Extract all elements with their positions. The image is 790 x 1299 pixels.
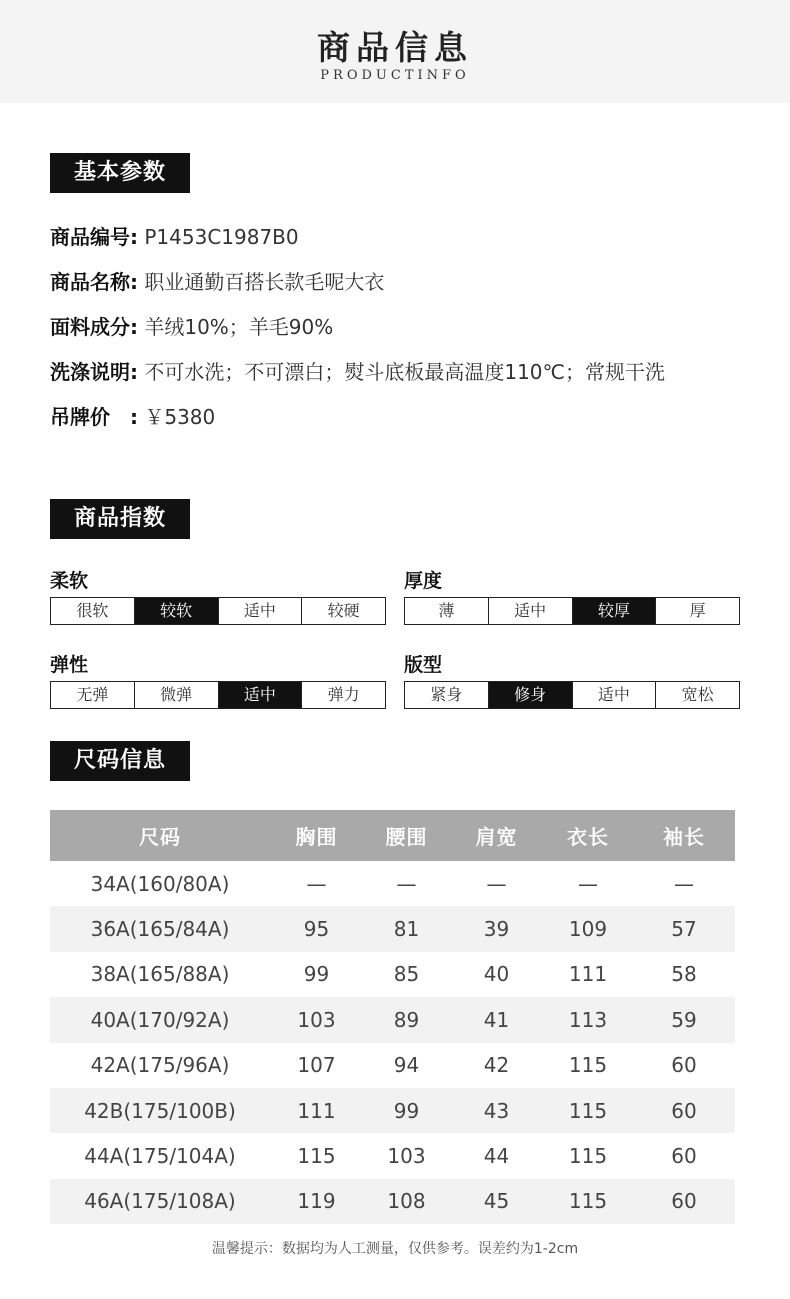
size-cell: 38A(165/88A) — [90, 962, 230, 987]
measure-cell: 89 — [363, 997, 450, 1042]
size-note: 温馨提示：数据均为人工测量，仅供参考。误差约为1-2cm — [211, 1241, 579, 1257]
measure-cell: 45 — [450, 1179, 543, 1224]
section-label-basic: 基本参数 — [50, 153, 190, 193]
table-row — [50, 1088, 735, 1133]
page-header — [0, 0, 790, 103]
info-key: 商品名称: — [50, 270, 138, 294]
measure-cell: 113 — [543, 997, 633, 1042]
measure-cell: 58 — [671, 962, 697, 987]
measure-cell: 111 — [270, 1088, 363, 1133]
index-option-selected: 修身 — [489, 682, 573, 708]
measure-cell: 111 — [568, 962, 608, 987]
index-bar-fit — [404, 681, 740, 709]
table-row — [50, 906, 735, 951]
measure-cell: 115 — [568, 1144, 608, 1169]
info-row-fabric — [50, 311, 333, 340]
measure-cell: 39 — [450, 906, 543, 951]
measure-cell: 107 — [297, 1053, 336, 1078]
index-option: 适中 — [219, 598, 303, 624]
measure-cell: 81 — [363, 906, 450, 951]
index-title-thickness: 厚度 — [404, 570, 443, 592]
table-row — [50, 1179, 735, 1224]
table-row — [50, 861, 735, 906]
info-row-name — [50, 266, 384, 295]
measure-cell: 95 — [270, 906, 363, 951]
section-label-index: 商品指数 — [50, 499, 190, 539]
index-option: 薄 — [405, 598, 489, 624]
size-cell: 36A(165/84A) — [50, 906, 270, 951]
index-title-elasticity: 弹性 — [50, 654, 89, 676]
measure-cell: 99 — [303, 962, 330, 987]
measure-cell: 103 — [387, 1144, 426, 1169]
info-key: 吊牌价 : — [50, 405, 138, 429]
column-header: 衣长 — [543, 810, 633, 861]
measure-cell: 115 — [568, 1053, 608, 1078]
column-header: 尺码 — [50, 810, 270, 861]
index-option: 弹力 — [327, 685, 360, 704]
measure-cell: 115 — [543, 1088, 633, 1133]
info-value: P1453C1987B0 — [144, 225, 299, 249]
page-subtitle: PRODUCTINFO — [320, 68, 470, 83]
measure-cell: 103 — [270, 997, 363, 1042]
index-bar-softness — [50, 597, 386, 625]
page-title: 商品信息 — [317, 28, 473, 67]
measure-cell: 42 — [483, 1053, 510, 1078]
info-row-price — [50, 401, 215, 430]
size-cell: 44A(175/104A) — [84, 1144, 236, 1169]
size-cell: 42A(175/96A) — [90, 1053, 230, 1078]
index-bar-thickness — [404, 597, 740, 625]
index-option: 很软 — [51, 598, 135, 624]
index-option: 较硬 — [327, 601, 360, 620]
info-value: 羊绒10%；羊毛90% — [144, 315, 334, 339]
size-cell: 34A(160/80A) — [90, 871, 230, 896]
table-row — [50, 952, 735, 997]
index-bar-elasticity — [50, 681, 386, 709]
index-option-selected: 较软 — [135, 598, 219, 624]
measure-cell: 44 — [483, 1144, 510, 1169]
index-option-selected: 较厚 — [573, 598, 657, 624]
size-cell: 46A(175/108A) — [50, 1179, 270, 1224]
info-value: ￥5380 — [144, 405, 216, 429]
measure-cell: — — [486, 871, 507, 896]
section-label-size: 尺码信息 — [50, 741, 190, 781]
index-option: 适中 — [573, 682, 657, 708]
measure-cell: 115 — [543, 1179, 633, 1224]
measure-cell: — — [396, 871, 417, 896]
measure-cell: — — [306, 871, 327, 896]
info-key: 商品编号: — [50, 225, 138, 249]
size-table — [50, 810, 735, 1224]
index-option: 宽松 — [681, 685, 714, 704]
info-key: 洗涤说明: — [50, 360, 138, 384]
measure-cell: 119 — [270, 1179, 363, 1224]
info-value: 职业通勤百搭长款毛呢大衣 — [144, 270, 385, 294]
measure-cell: 60 — [671, 1053, 697, 1078]
index-option-selected: 适中 — [219, 682, 303, 708]
table-row — [50, 1133, 735, 1178]
column-header: 胸围 — [270, 810, 363, 861]
info-value: 不可水洗；不可漂白；熨斗底板最高温度110℃；常规干洗 — [144, 360, 665, 384]
index-option: 厚 — [689, 601, 706, 620]
measure-cell: — — [578, 871, 598, 896]
info-row-wash — [50, 356, 665, 385]
measure-cell: 109 — [543, 906, 633, 951]
column-header: 腰围 — [363, 810, 450, 861]
table-row — [50, 997, 735, 1042]
index-option: 无弹 — [51, 682, 135, 708]
measure-cell: 115 — [297, 1144, 336, 1169]
measure-cell: 57 — [633, 906, 735, 951]
index-title-softness: 柔软 — [50, 570, 89, 592]
size-table-header-row — [50, 810, 735, 861]
measure-cell: 94 — [393, 1053, 420, 1078]
table-row — [50, 1043, 735, 1088]
measure-cell: — — [674, 871, 694, 896]
measure-cell: 108 — [363, 1179, 450, 1224]
measure-cell: 60 — [633, 1088, 735, 1133]
size-cell: 42B(175/100B) — [50, 1088, 270, 1133]
measure-cell: 41 — [450, 997, 543, 1042]
measure-cell: 40 — [483, 962, 510, 987]
measure-cell: 85 — [393, 962, 420, 987]
measure-cell: 59 — [633, 997, 735, 1042]
info-key: 面料成分: — [50, 315, 138, 339]
measure-cell: 60 — [671, 1144, 697, 1169]
column-header: 袖长 — [633, 810, 735, 861]
index-title-fit: 版型 — [404, 654, 443, 676]
column-header: 肩宽 — [450, 810, 543, 861]
index-option: 紧身 — [405, 682, 489, 708]
info-row-code — [50, 221, 299, 250]
index-option: 微弹 — [135, 682, 219, 708]
measure-cell: 99 — [363, 1088, 450, 1133]
size-cell: 40A(170/92A) — [50, 997, 270, 1042]
measure-cell: 43 — [450, 1088, 543, 1133]
index-option: 适中 — [489, 598, 573, 624]
measure-cell: 60 — [633, 1179, 735, 1224]
